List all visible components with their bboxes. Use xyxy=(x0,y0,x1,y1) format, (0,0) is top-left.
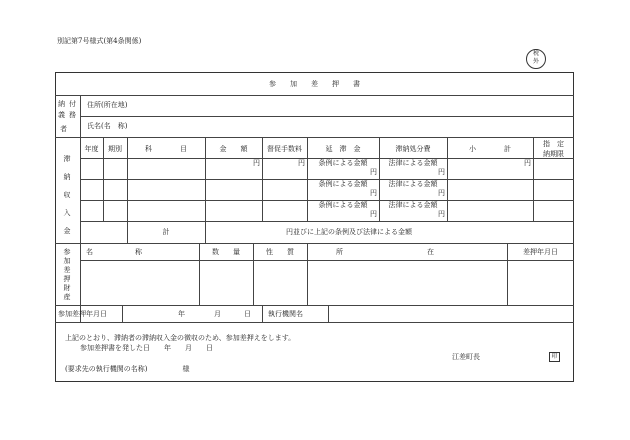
total-label: 計 xyxy=(162,228,170,236)
divider xyxy=(80,260,574,261)
divider xyxy=(307,243,308,305)
month-label: 月 xyxy=(214,310,221,318)
form-title: 参 加 差 押 書 xyxy=(269,80,360,88)
late-charge-jourei: 条例による金額 xyxy=(318,201,368,209)
day-label: 日 xyxy=(244,310,251,318)
taxpayer-label-col1: 納義 xyxy=(58,100,65,119)
yen-mark: 円 xyxy=(370,189,377,197)
late-charge-jourei: 条例による金額 xyxy=(318,159,368,167)
yen-mark: 円 xyxy=(370,210,377,218)
yen-mark: 円 xyxy=(438,168,445,176)
disposition-houritsu: 法律による金額 xyxy=(388,159,438,167)
stamp-text: 税外 xyxy=(532,50,539,65)
late-charge-jourei: 条例による金額 xyxy=(318,180,368,188)
notice-text-1: 上記のとおり、滞納者の滞納収入金の徴収のため、参加差押えをします。 xyxy=(65,334,296,342)
divider xyxy=(328,305,329,322)
divider xyxy=(262,305,263,322)
taxpayer-label-tail: 者 xyxy=(60,125,67,133)
col-year: 年度 xyxy=(84,145,99,153)
col-item: 科 目 xyxy=(145,145,187,153)
yen-mark: 円 xyxy=(438,189,445,197)
col-due-date-2: 納期限 xyxy=(543,150,564,158)
disposition-houritsu: 法律による金額 xyxy=(388,180,438,188)
col-due-date-1: 指 定 xyxy=(543,140,564,148)
requester-name: (要求先の執行機関の名称) 様 xyxy=(65,365,190,373)
col-amount: 金 額 xyxy=(219,145,248,153)
divider xyxy=(55,322,574,323)
agency-label: 執行機関名 xyxy=(268,310,303,318)
yen-mark: 円 xyxy=(253,159,260,167)
yen-mark: 円 xyxy=(298,159,305,167)
col-prop-name: 名 称 xyxy=(86,248,142,256)
col-prop-quantity: 数 量 xyxy=(212,248,240,256)
name-label: 氏名(名 称) xyxy=(87,122,128,130)
seizure-date-label: 参加差押年月日 xyxy=(58,310,107,318)
notice-text-2: 参加差押書を発した日 年 月 日 xyxy=(80,344,213,352)
divider xyxy=(55,137,574,138)
divider xyxy=(55,305,574,306)
official-seal: 印 xyxy=(549,352,560,362)
col-fee: 督促手数料 xyxy=(267,145,302,153)
divider xyxy=(80,221,574,222)
col-prop-seizure-date: 差押年月日 xyxy=(523,248,558,256)
divider xyxy=(80,95,81,322)
year-label: 年 xyxy=(178,310,185,318)
divider xyxy=(122,305,123,322)
divider xyxy=(80,116,574,117)
property-label: 参加差押財産 xyxy=(63,248,71,301)
arrears-label: 滞納収入金 xyxy=(63,155,71,235)
col-period: 期別 xyxy=(108,145,122,153)
divider xyxy=(55,95,574,96)
signer-title: 江差町長 xyxy=(452,353,480,361)
col-disposition-cost: 滞納処分費 xyxy=(395,145,431,153)
col-subtotal: 小 計 xyxy=(469,145,511,153)
tax-exempt-stamp xyxy=(526,49,546,69)
form-reference: 別記第7号様式(第4条関係) xyxy=(57,37,142,45)
yen-mark: 円 xyxy=(370,168,377,176)
yen-mark: 円 xyxy=(524,159,531,167)
disposition-houritsu: 法律による金額 xyxy=(388,201,438,209)
col-prop-location: 所 在 xyxy=(336,248,434,256)
divider xyxy=(55,243,574,244)
yen-mark: 円 xyxy=(438,210,445,218)
col-late-charge: 延 滞 金 xyxy=(325,145,361,153)
total-note: 円並びに上記の条例及び法律による金額 xyxy=(286,228,412,236)
address-label: 住所(所在地) xyxy=(87,101,128,109)
col-prop-nature: 性 質 xyxy=(266,248,294,256)
taxpayer-label-col2: 付務 xyxy=(69,100,76,119)
